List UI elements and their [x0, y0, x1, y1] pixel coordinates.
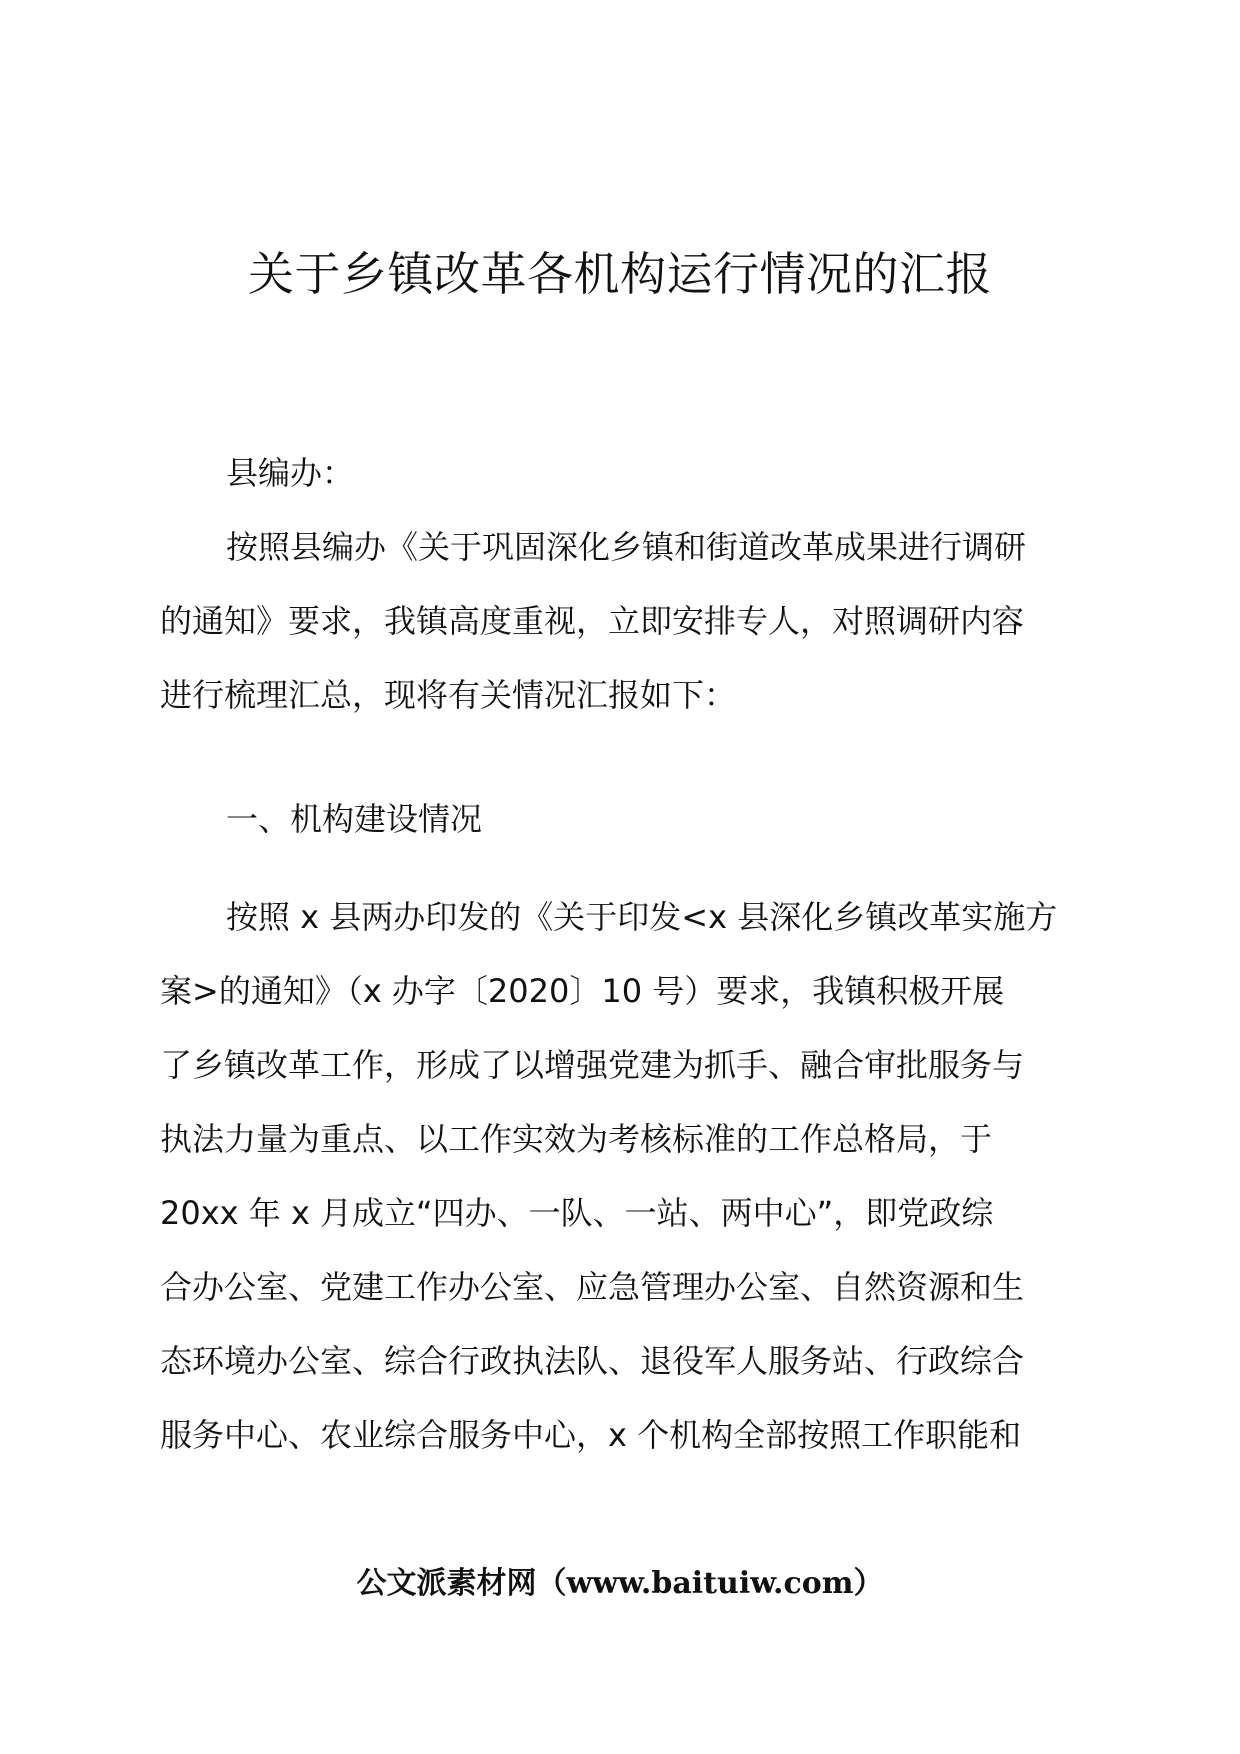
paragraph-2-line: 态环境办公室、综合行政执法队、退役军人服务站、行政综合: [160, 1342, 1025, 1380]
paragraph-1: [160, 510, 1090, 732]
paragraph-2-line: 服务中心、农业综合服务中心，x 个机构全部按照工作职能和: [160, 1416, 1022, 1454]
paragraph-1-line: 按照县编办《关于巩固深化乡镇和街道改革成果进行调研: [226, 528, 1027, 566]
salutation: 县编办：: [226, 454, 355, 492]
paragraph-1-line: 进行梳理汇总，现将有关情况汇报如下：: [160, 676, 737, 714]
paragraph-2-line: 合办公室、党建工作办公室、应急管理办公室、自然资源和生: [160, 1268, 1025, 1306]
paragraph-2-line: 20xx 年 x 月成立“四办、一队、一站、两中心”，即党政综: [160, 1194, 994, 1232]
section-1-heading: 一、机构建设情况: [226, 800, 483, 838]
document-title: 关于乡镇改革各机构运行情况的汇报: [248, 247, 992, 301]
paragraph-2-line: 了乡镇改革工作，形成了以增强党建为抓手、融合审批服务与: [160, 1046, 1025, 1084]
paragraph-2-line: 按照 x 县两办印发的《关于印发<x 县深化乡镇改革实施方: [226, 898, 1058, 936]
paragraph-1-line: 的通知》要求，我镇高度重视，立即安排专人，对照调研内容: [160, 602, 1025, 640]
paragraph-2: [160, 880, 1090, 1472]
paragraph-2-line: 执法力量为重点、以工作实效为考核标准的工作总格局，于: [160, 1120, 993, 1158]
footer-watermark-text: 公文派素材网（www.baituiw.com）: [356, 1566, 884, 1601]
paragraph-2-line: 案>的通知》（x 办字〔2020〕10 号）要求，我镇积极开展: [160, 972, 1005, 1010]
